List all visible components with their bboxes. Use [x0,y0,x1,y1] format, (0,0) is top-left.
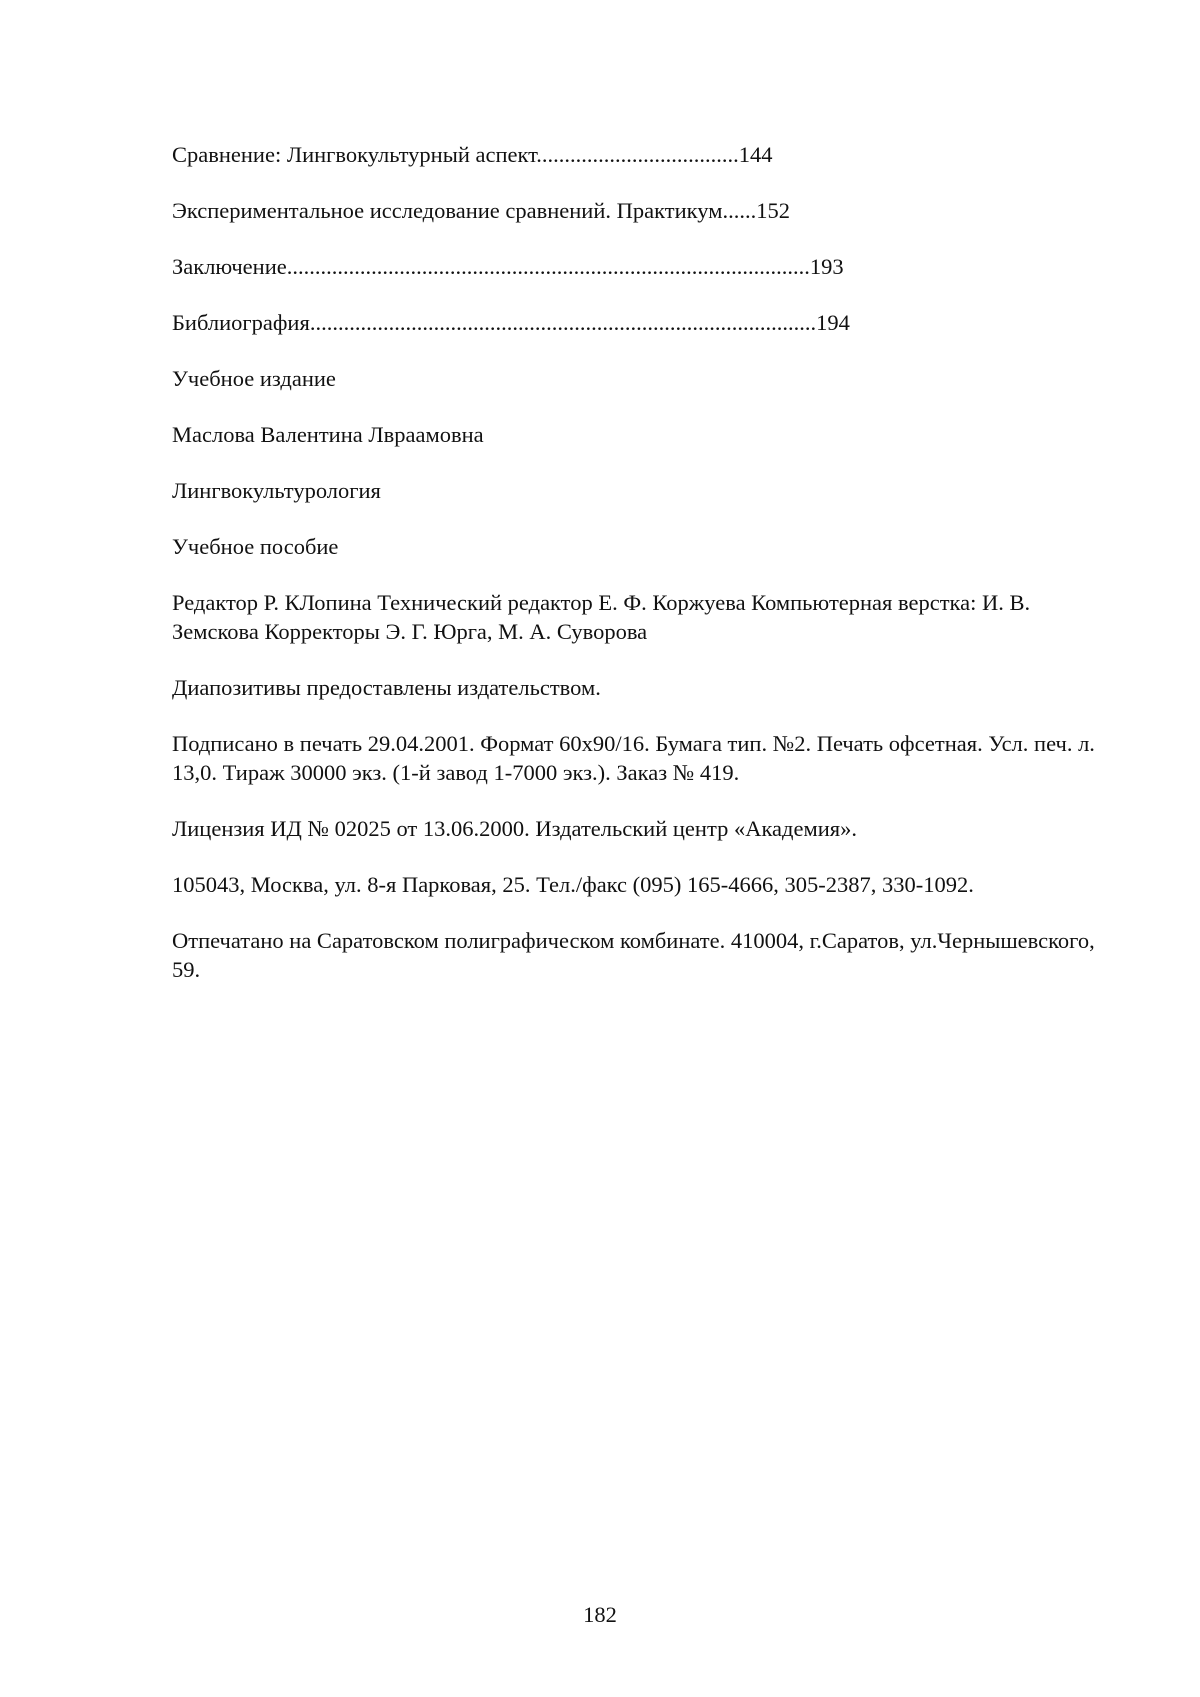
toc-entry [172,308,1122,337]
editors-credits: Редактор Р. КЛопина Технический редактор Е. Ф. Коржуева Компьютерная верстка: И. В. Земскова Корректоры Э. Г. Юрга, М. А. Суворова [172,590,1031,644]
book-type: Учебное пособие [172,534,339,559]
page-content [172,140,1122,1011]
toc-entry-title: Экспериментальное исследование сравнений. Практикум [172,198,723,223]
license-info: Лицензия ИД № 02025 от 13.06.2000. Издательский центр «Академия». [172,816,857,841]
toc-entry-title: Заключение [172,254,287,279]
printer-info: Отпечатано на Саратовском полиграфическом комбинате. 410004, г.Саратов, ул.Чернышевского, 59. [172,928,1095,982]
toc-entry-title: Сравнение: Лингвокультурный аспект [172,142,537,167]
edition-type: Учебное издание [172,366,336,391]
page-number: 182 [583,1602,617,1627]
toc-entry-page: 144 [738,142,773,167]
slides-note: Диапозитивы предоставлены издательством. [172,675,601,700]
toc-entry-dots: .................................... [536,142,739,167]
toc-entry-page: 193 [809,254,844,279]
toc-entry [172,140,1122,169]
toc-entry-dots: .......................................................................................... [309,310,817,335]
book-title: Лингвокультурология [172,478,381,503]
toc-entry-page: 194 [816,310,850,335]
toc-entry-dots: ............................................................................................. [286,254,810,279]
toc-entry [172,252,1122,281]
toc-entry [172,196,1122,225]
author-name: Маслова Валентина Лвраамовна [172,422,484,447]
toc-entry-title: Библиография [172,310,310,335]
toc-entry-page: 152 [756,198,790,223]
publisher-address: 105043, Москва, ул. 8-я Парковая, 25. Тел./факс (095) 165-4666, 305-2387, 330-1092. [172,872,974,897]
toc-entry-dots: ...... [722,198,757,223]
print-info: Подписано в печать 29.04.2001. Формат 60x90/16. Бумага тип. №2. Печать офсетная. Усл. печ. л. 13,0. Тираж 30000 экз. (1-й завод 1-7000 экз.). Заказ № 419. [172,731,1095,785]
